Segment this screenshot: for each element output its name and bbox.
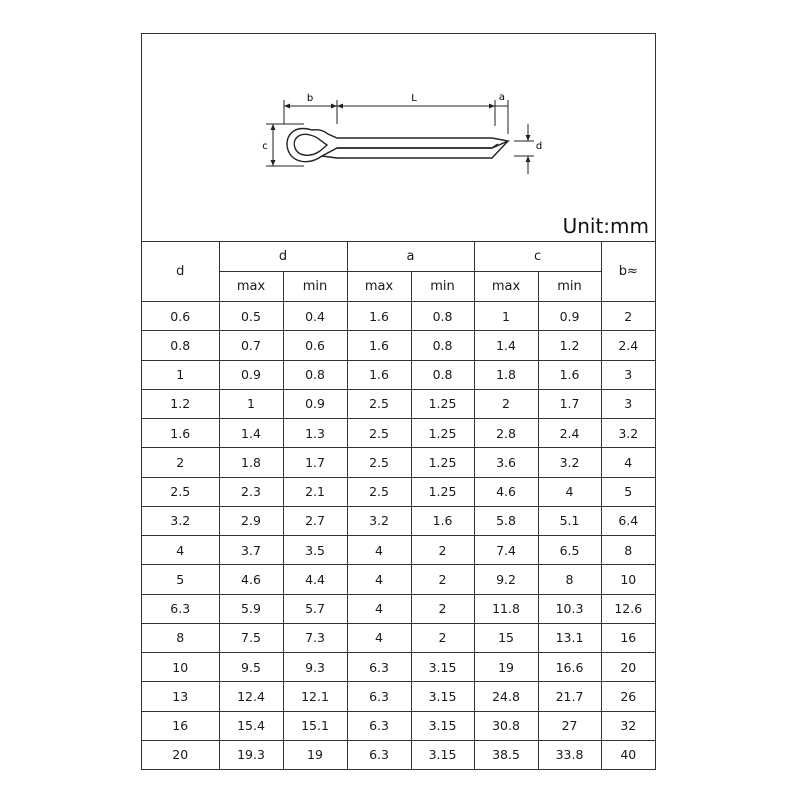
cotter-pin-diagram [142,34,655,241]
table-body [142,302,655,770]
table-cell: 4 [347,565,411,594]
table-cell: 0.8 [411,302,474,331]
table-cell: 2.1 [283,477,347,506]
table-cell: 0.7 [219,331,283,360]
header-a: a [347,242,474,272]
table-cell: 1.4 [474,331,538,360]
table-cell: 3.15 [411,740,474,769]
unit-label: Unit:mm [562,214,649,238]
table-cell: 15.1 [283,711,347,740]
table-cell: 5.7 [283,594,347,623]
table-cell: 1.8 [219,448,283,477]
table-cell: 1 [474,302,538,331]
table-cell: 4 [347,623,411,652]
table-cell: 3 [601,360,655,389]
table-cell: 1.7 [283,448,347,477]
table-cell: 2 [411,594,474,623]
table-cell: 2.7 [283,506,347,535]
label-b: b [306,93,314,104]
table-cell: 1.7 [538,389,601,418]
subheader-a-max: max [347,272,411,302]
table-cell: 1.6 [347,331,411,360]
table-cell: 4 [347,594,411,623]
table-cell: 1.2 [142,389,219,418]
label-a: a [498,92,506,103]
table-cell: 0.8 [411,360,474,389]
dimension-table [142,241,655,769]
table-cell: 13.1 [538,623,601,652]
table-cell: 1.8 [474,360,538,389]
cotter-pin-shape [287,129,508,162]
table-cell: 4.6 [474,477,538,506]
table-cell: 0.5 [219,302,283,331]
table-cell: 4 [538,477,601,506]
table-cell: 12.1 [283,682,347,711]
table-cell: 3.2 [601,419,655,448]
table-cell: 1.25 [411,389,474,418]
table-cell: 21.7 [538,682,601,711]
table-row [142,331,655,360]
table-cell: 16 [142,711,219,740]
table-cell: 2.8 [474,419,538,448]
table-row [142,682,655,711]
table-cell: 6.5 [538,536,601,565]
table-cell: 2.5 [347,389,411,418]
table-cell: 20 [601,653,655,682]
table-row [142,711,655,740]
table-row [142,594,655,623]
table-cell: 20 [142,740,219,769]
table-cell: 2.3 [219,477,283,506]
table-cell: 1 [219,389,283,418]
table-cell: 0.9 [538,302,601,331]
table-cell: 7.5 [219,623,283,652]
table-cell: 6.3 [142,594,219,623]
table-cell: 3.2 [347,506,411,535]
table-cell: 2.9 [219,506,283,535]
table-cell: 0.4 [283,302,347,331]
table-row [142,477,655,506]
table-cell: 6.4 [601,506,655,535]
drawing-area [142,34,655,241]
table-cell: 0.8 [142,331,219,360]
table-cell: 12.6 [601,594,655,623]
table-cell: 2.5 [347,448,411,477]
table-cell: 15.4 [219,711,283,740]
header-b: b≈ [601,242,655,302]
table-cell: 2.5 [142,477,219,506]
table-cell: 9.2 [474,565,538,594]
table-row [142,506,655,535]
table-cell: 7.3 [283,623,347,652]
header-nominal-d: d [142,242,219,302]
table-cell: 2.4 [601,331,655,360]
table-cell: 3 [601,389,655,418]
table-cell: 3.6 [474,448,538,477]
table-cell: 9.3 [283,653,347,682]
table-row [142,360,655,389]
table-cell: 0.9 [219,360,283,389]
table-cell: 3.2 [538,448,601,477]
subheader-d-min: min [283,272,347,302]
table-cell: 7.4 [474,536,538,565]
table-cell: 10 [142,653,219,682]
label-L: L [411,93,417,104]
table-cell: 9.5 [219,653,283,682]
table-cell: 10.3 [538,594,601,623]
table-cell: 2 [411,536,474,565]
table-cell: 13 [142,682,219,711]
table-cell: 1.6 [538,360,601,389]
table-cell: 3.2 [142,506,219,535]
table-cell: 6.3 [347,740,411,769]
subheader-d-max: max [219,272,283,302]
table-cell: 5.8 [474,506,538,535]
table-cell: 1.4 [219,419,283,448]
table-cell: 15 [474,623,538,652]
table-cell: 16.6 [538,653,601,682]
table-cell: 16 [601,623,655,652]
table-cell: 32 [601,711,655,740]
table-cell: 27 [538,711,601,740]
table-cell: 1.3 [283,419,347,448]
table-row [142,565,655,594]
table-cell: 12.4 [219,682,283,711]
table-cell: 8 [142,623,219,652]
table-cell: 2 [474,389,538,418]
table-cell: 26 [601,682,655,711]
table-row [142,448,655,477]
table-cell: 5.1 [538,506,601,535]
table-cell: 1.25 [411,419,474,448]
table-cell: 4 [347,536,411,565]
subheader-c-max: max [474,272,538,302]
table-cell: 3.15 [411,682,474,711]
table-cell: 0.6 [283,331,347,360]
table-cell: 4.4 [283,565,347,594]
table-cell: 0.8 [283,360,347,389]
table-cell: 1.6 [411,506,474,535]
table-cell: 5 [142,565,219,594]
table-cell: 3.15 [411,711,474,740]
table-cell: 30.8 [474,711,538,740]
table-cell: 6.3 [347,711,411,740]
table-cell: 1.6 [347,360,411,389]
table-cell: 0.6 [142,302,219,331]
table-row [142,536,655,565]
table-cell: 5 [601,477,655,506]
table-cell: 19 [474,653,538,682]
table-cell: 6.3 [347,653,411,682]
table-cell: 8 [601,536,655,565]
table-cell: 2 [601,302,655,331]
table-cell: 10 [601,565,655,594]
label-c: c [262,141,268,152]
table-cell: 1.6 [142,419,219,448]
table-row [142,740,655,769]
table-cell: 1.2 [538,331,601,360]
table-cell: 11.8 [474,594,538,623]
table-cell: 3.7 [219,536,283,565]
table-cell: 2.4 [538,419,601,448]
table-cell: 38.5 [474,740,538,769]
table-cell: 2 [411,565,474,594]
table-row [142,302,655,331]
table-cell: 19.3 [219,740,283,769]
table-cell: 33.8 [538,740,601,769]
table-cell: 4 [142,536,219,565]
table-cell: 1.25 [411,448,474,477]
table-row [142,419,655,448]
table-cell: 6.3 [347,682,411,711]
table-row [142,623,655,652]
table-cell: 2 [411,623,474,652]
table-cell: 1.6 [347,302,411,331]
table-cell: 3.5 [283,536,347,565]
table-cell: 2.5 [347,477,411,506]
table-cell: 5.9 [219,594,283,623]
subheader-a-min: min [411,272,474,302]
table-cell: 3.15 [411,653,474,682]
table-cell: 4 [601,448,655,477]
table-cell: 24.8 [474,682,538,711]
table-cell: 1 [142,360,219,389]
table-cell: 19 [283,740,347,769]
subheader-c-min: min [538,272,601,302]
table-cell: 4.6 [219,565,283,594]
table-row [142,653,655,682]
header-d: d [219,242,347,272]
label-d: d [535,141,543,152]
spec-sheet-frame [141,33,656,770]
table-cell: 0.9 [283,389,347,418]
table-cell: 2.5 [347,419,411,448]
header-c: c [474,242,601,272]
table-cell: 40 [601,740,655,769]
table-cell: 0.8 [411,331,474,360]
table-cell: 8 [538,565,601,594]
table-cell: 1.25 [411,477,474,506]
table-row [142,389,655,418]
table-cell: 2 [142,448,219,477]
